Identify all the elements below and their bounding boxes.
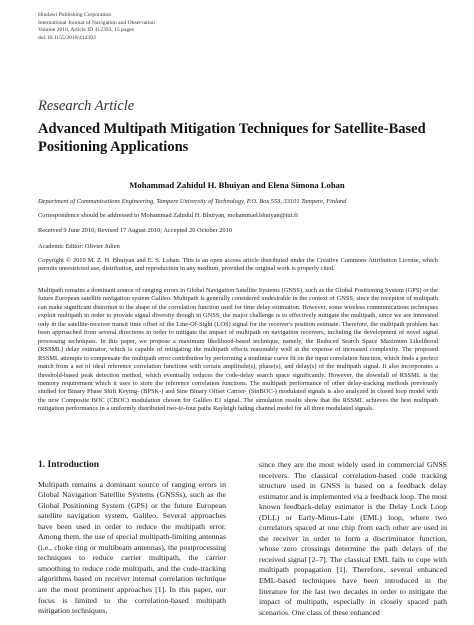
paper-title: Advanced Multipath Mitigation Techniques for Satellite-Based Positioning Applications <box>38 121 426 155</box>
academic-editor: Academic Editor: Olivier Julien <box>38 243 120 250</box>
volume-line: Volume 2010, Article ID 412393, 15 pages <box>38 27 134 34</box>
intro-paragraph-left: Multipath remains a dominant source of ranging errors in Global Navigation Satellite Systems (GNSSs), such as the Global Positioning System (GPS) or the future European satellite navigation system, Galileo. Several approaches have been used in order to reduce the multipath error. Among them, the use of special multipath-limiting antennas (i.e., choke ring or multibeam antennas), the postprocessing techniques to reduce carrier multipath, the carrier smoothing to reduce code multipath, and the code-tracking algorithms based on receiver internal correlation technique are the most prominent approaches [1]. In this paper, our focus is limited to the correlation-based multipath mitigation techniques, <box>38 479 226 616</box>
article-type: Research Article <box>38 98 135 114</box>
publisher-name: Hindawi Publishing Corporation <box>38 12 112 18</box>
left-column <box>38 460 226 617</box>
journal-header <box>38 12 155 42</box>
author-list: Mohammad Zahidul H. Bhuiyan and Elena Simona Lohan <box>129 180 345 190</box>
right-column <box>259 460 447 618</box>
submission-dates: Received 9 June 2010; Revised 17 August 2010; Accepted 20 October 2010 <box>38 227 232 234</box>
correspondence: Correspondence should be addressed to Mohammad Zahidul H. Bhuiyan, mohammad.bhuiyan@tut.fi <box>38 212 298 219</box>
journal-name: International Journal of Navigation and Observation <box>38 19 155 26</box>
copyright-notice: Copyright © 2010 M. Z. H. Bhuiyan and E. S. Lohan. This is an open access article distributed under the Creative Commons Attribution License, which permits unrestricted use, distribution, and reproduction in any medium, provided the original work is properly cited. <box>38 257 438 273</box>
affiliation: Department of Communications Engineering, Tampere University of Technology, P.O. Box 553, 33101 Tampere, Finland <box>38 198 347 205</box>
abstract: Multipath remains a dominant source of ranging errors in Global Navigation Satellite Systems (GNSS), such as the Global Positioning System (GPS) or the future European satellite navigation system Galileo. Multipath is generally considered undesirable in the context of GNSS, since the reception of multipath can make significant distortion to the shape of the correlation function used for time delay estimation. However, some wireless communications techniques exploit multipath in order to provide signal diversity though in GNSS, the major challenge is to effectively mitigate the multipath, since we are interested only in the satellite-receiver transit time offset of the Line-Of-Sight (LOS) signal for the receiver's position estimate. Therefore, the multipath problem has been approached from several directions in order to mitigate the impact of multipath on navigation receivers, including the development of novel signal processing techniques. In this paper, we propose a maximum likelihood-based technique, namely, the Reduced Search Space Maximum Likelihood (RSSML) delay estimator, which is capable of mitigating the multipath effects reasonably well at the expense of increased complexity. The proposed RSSML attempts to compensate the multipath error contribution by performing a nonlinear curve fit on the input correlation function, which finds a perfect match from a set of ideal reference correlation functions with certain amplitude(s), phase(s), and delay(s) of the multipath signal. It also incorporates a threshold-based peak detection method, which eventually reduces the code-delay search space significantly. However, the downfall of RSSML is the memory requirement which it uses to store the reference correlation functions. The multipath performance of other delay-tracking methods previously studied for Binary Phase Shift Keying- (BPSK-) and Sine Binary Offset Carrier- (SinBOC-) modulated signals is also analyzed in closed loop model with the new Composite BOC (CBOC) modulation chosen for Galileo E1 signal. The simulation results show that the RSSML achieves the best multipath mitigation performance in a uniformly distributed two-to-four paths Rayleigh fading channel model for all three modulated signals. <box>38 287 438 413</box>
section-heading: 1. Introduction <box>38 460 100 470</box>
doi-line: doi:10.1155/2010/412393 <box>38 34 96 41</box>
intro-paragraph-right: since they are the most widely used in commercial GNSS receivers. The classical correlation-based code tracking structure used in GNSS is based on a feedback delay estimator and is implemented via a feedback loop. The most known feedback-delay estimator is the Delay Lock Loop (DLL) or Early-Minus-Late (EML) loop, where two correlators spaced at one chip from each other are used in the receiver in order to form a discriminator function, whose zero crossings determine the path delays of the received signal [2–7]. The classical EML fails to cope with multipath propagation [1]. Therefore, several enhanced EML-based techniques have been introduced in the literature for the last two decades in order to mitigate the impact of multipath, especially in closely spaced path scenarios. One class of these enhanced <box>259 460 447 617</box>
